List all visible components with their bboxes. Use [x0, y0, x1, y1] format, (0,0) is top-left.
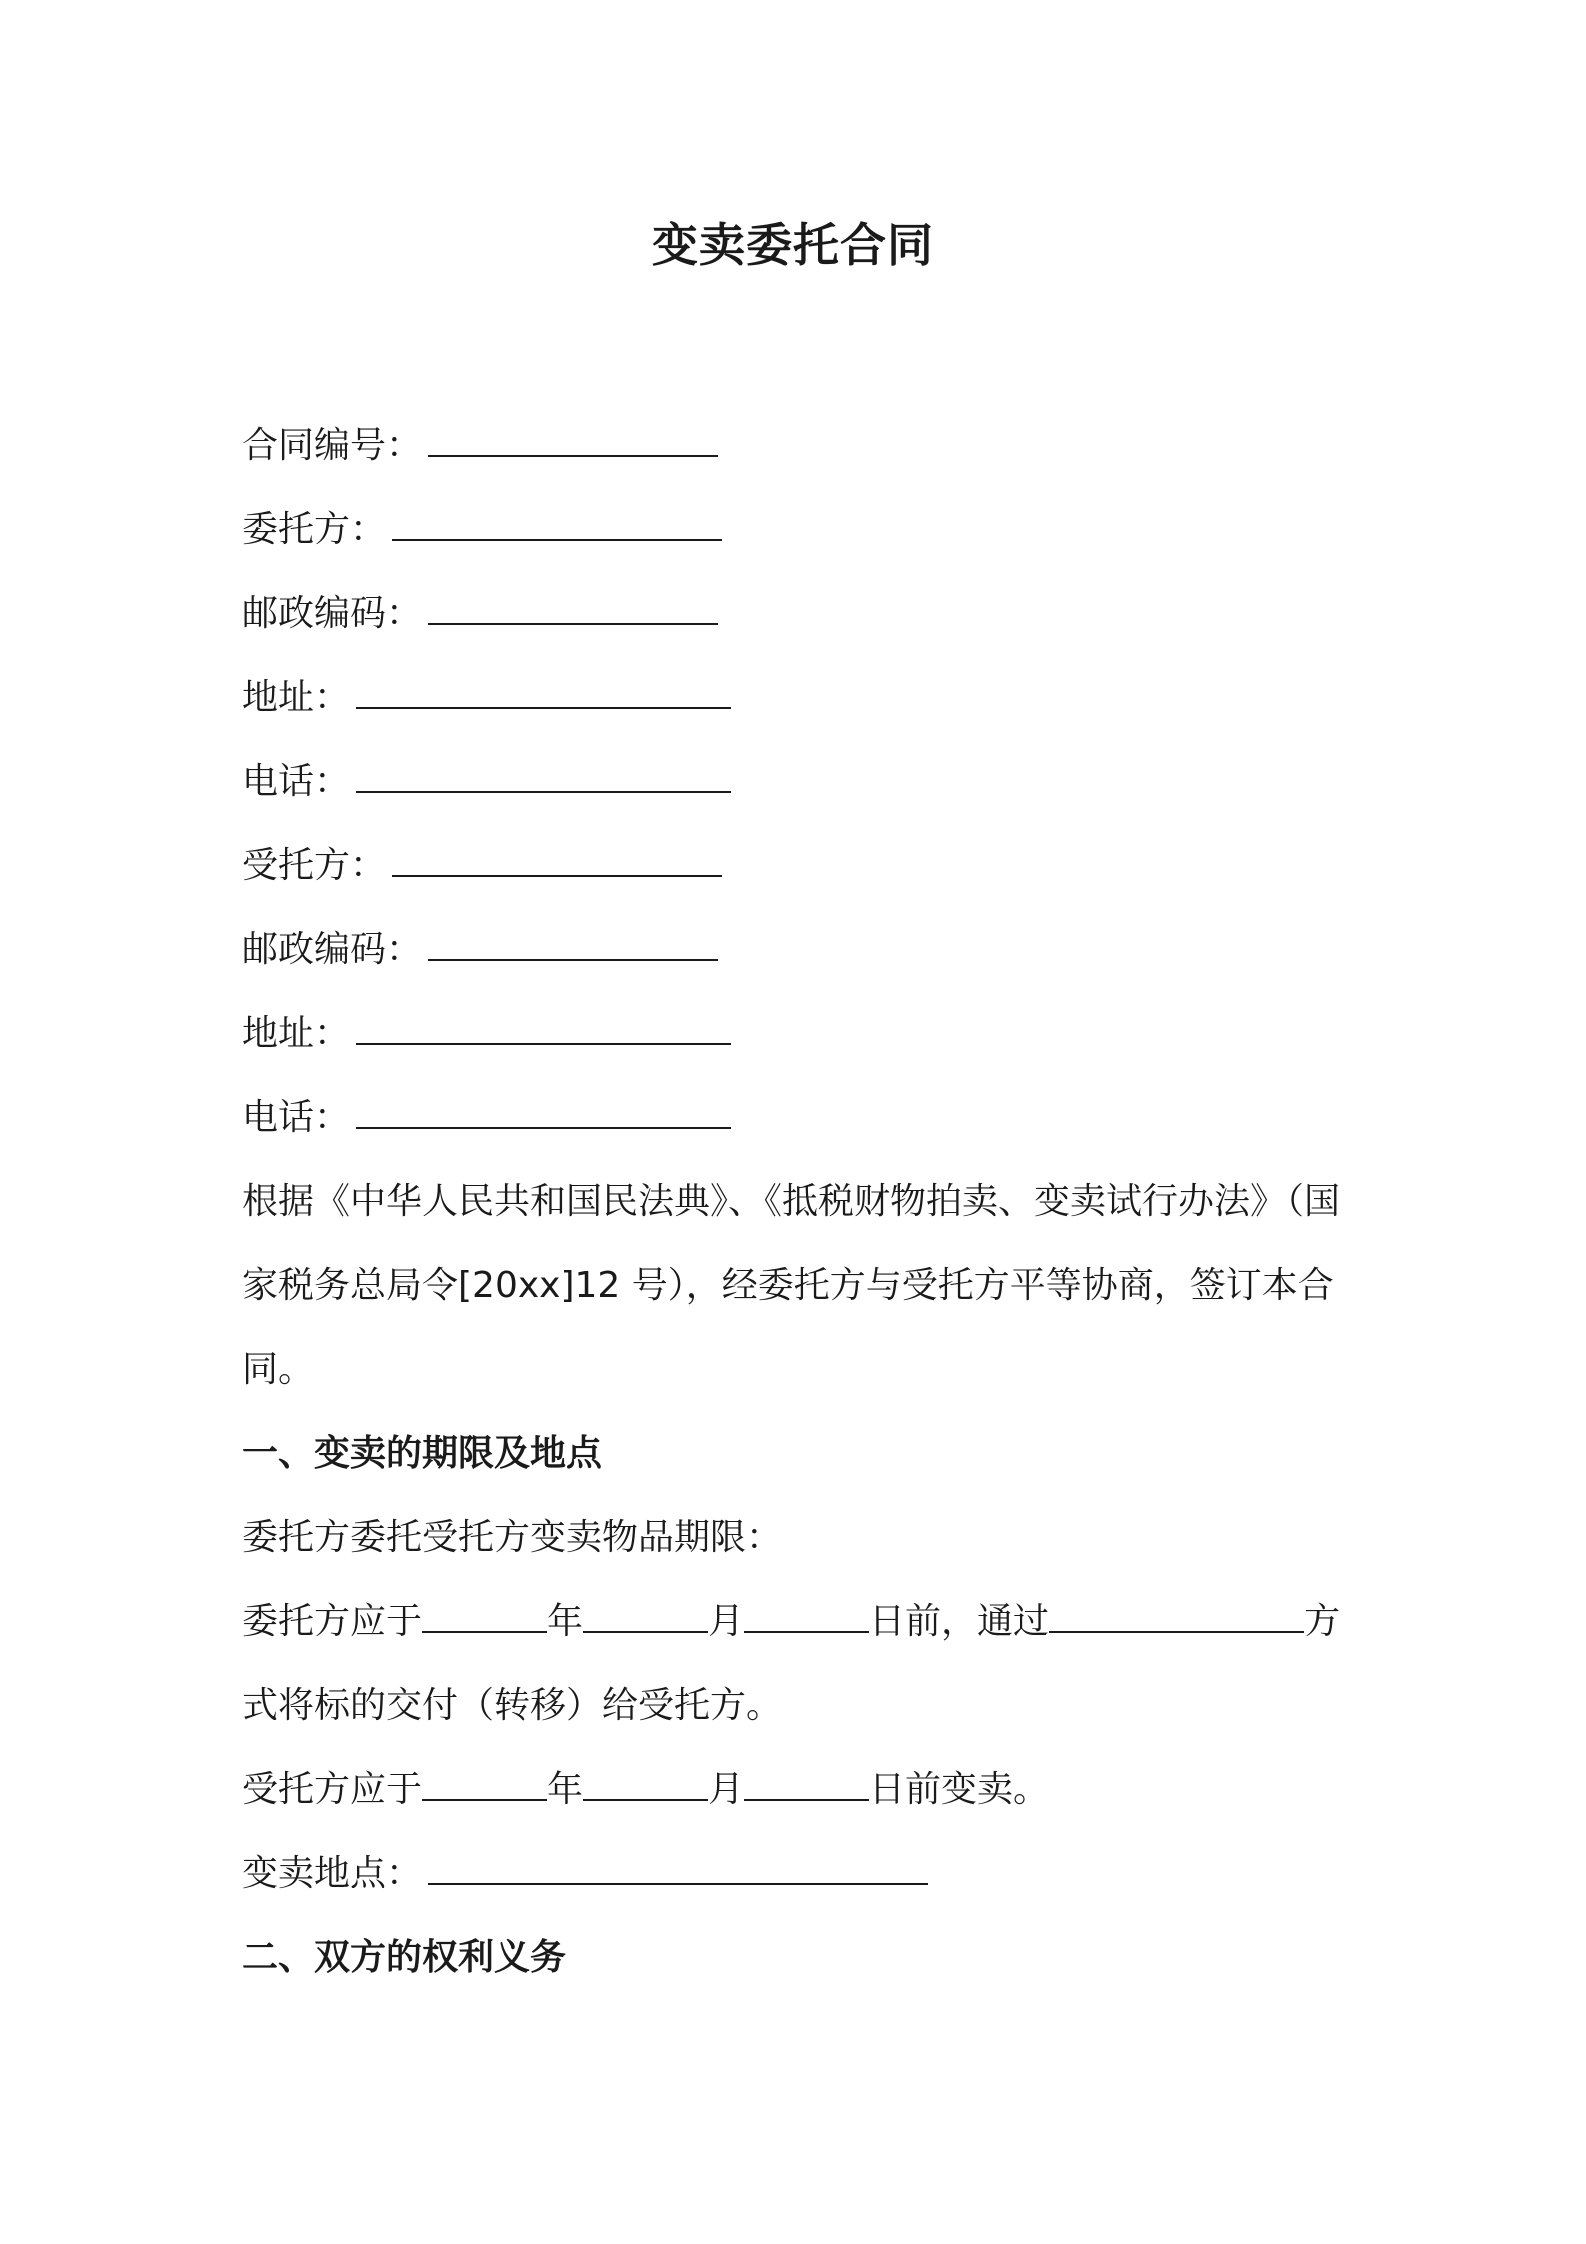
fill-blank	[428, 589, 718, 625]
delivery-prefix: 委托方应于	[242, 1601, 423, 1642]
year-blank	[422, 1597, 547, 1633]
day-blank	[744, 1765, 869, 1801]
sale-prefix: 受托方应于	[242, 1769, 423, 1810]
field-client-phone	[242, 740, 1360, 824]
delivery-clause	[242, 1580, 1360, 1748]
fill-blank	[428, 421, 718, 457]
field-sale-location	[242, 1832, 1360, 1916]
field-label: 地址：	[242, 1013, 351, 1054]
fill-blank	[356, 757, 731, 793]
field-label: 电话：	[242, 1097, 351, 1138]
field-agent-phone	[242, 1076, 1360, 1160]
document-body	[242, 404, 1360, 2000]
month-label: 月	[708, 1601, 745, 1642]
fill-blank	[356, 1009, 731, 1045]
fill-blank	[428, 925, 718, 961]
fill-blank	[392, 505, 722, 541]
year-label: 年	[547, 1601, 584, 1642]
period-label: 委托方委托受托方变卖物品期限：	[242, 1517, 783, 1558]
field-label: 变卖地点：	[242, 1853, 423, 1894]
fill-blank	[356, 1093, 731, 1129]
field-contract-no	[242, 404, 1360, 488]
field-agent	[242, 824, 1360, 908]
field-label: 地址：	[242, 677, 351, 718]
year-blank	[422, 1765, 547, 1801]
field-agent-address	[242, 992, 1360, 1076]
field-agent-postcode	[242, 908, 1360, 992]
method-blank	[1049, 1597, 1304, 1633]
month-blank	[583, 1597, 708, 1633]
section-heading-2: 二、双方的权利义务	[242, 1937, 567, 1978]
fill-blank	[356, 673, 731, 709]
field-label: 邮政编码：	[242, 593, 423, 634]
day-blank	[744, 1597, 869, 1633]
field-label: 合同编号：	[242, 425, 423, 466]
year-label: 年	[547, 1769, 584, 1810]
field-label: 邮政编码：	[242, 929, 423, 970]
field-label: 委托方：	[242, 509, 387, 550]
preamble-paragraph: 根据《中华人民共和国民法典》、《抵税财物拍卖、变卖试行办法》（国家税务总局令[20xx]12 号），经委托方与受托方平等协商，签订本合同。	[242, 1181, 1341, 1390]
fill-blank	[428, 1849, 928, 1885]
section-heading-1: 一、变卖的期限及地点	[242, 1433, 603, 1474]
document-title: 变卖委托合同	[652, 218, 934, 272]
month-label: 月	[708, 1769, 745, 1810]
sale-clause	[242, 1748, 1360, 1832]
sale-suffix: 日前变卖。	[869, 1769, 1050, 1810]
field-label: 电话：	[242, 761, 351, 802]
fill-blank	[392, 841, 722, 877]
field-label: 受托方：	[242, 845, 387, 886]
month-blank	[583, 1765, 708, 1801]
field-client	[242, 488, 1360, 572]
delivery-suffix: 方式将标的交付（转移）给受托方。	[242, 1601, 1341, 1726]
field-client-address	[242, 656, 1360, 740]
day-via-label: 日前，通过	[869, 1601, 1050, 1642]
field-client-postcode	[242, 572, 1360, 656]
